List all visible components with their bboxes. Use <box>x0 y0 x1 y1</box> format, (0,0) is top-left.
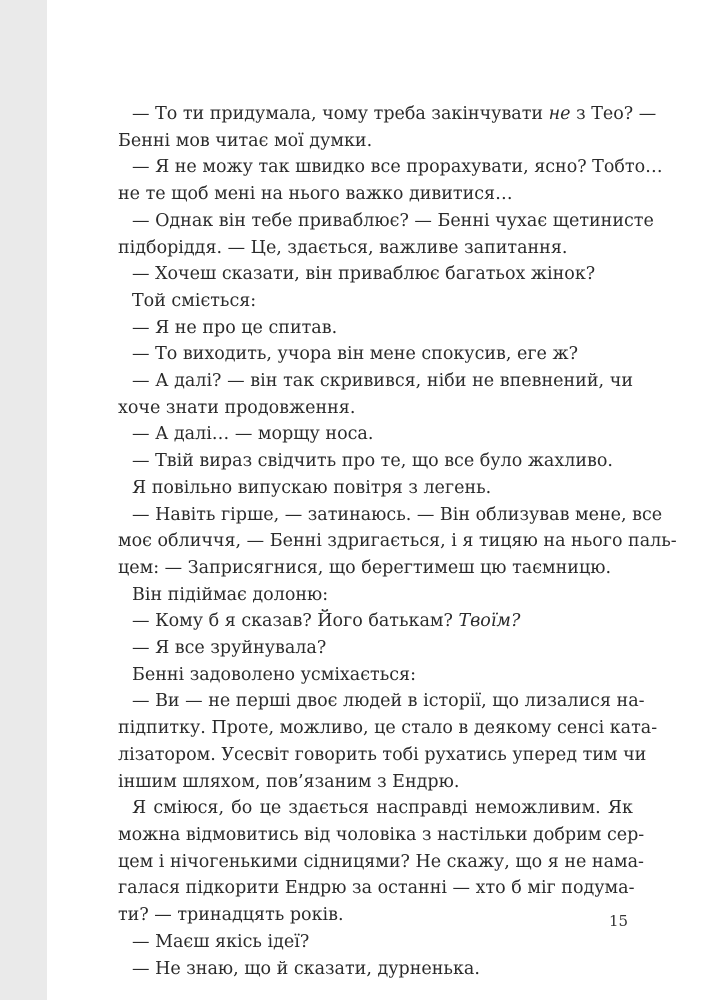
text-run: ти? — тринадцять років. <box>118 905 344 926</box>
text-line <box>118 849 644 876</box>
paragraph <box>118 154 663 207</box>
text-line <box>118 582 633 609</box>
text-run: підборіддя. — Це, здається, важливе запитання. <box>118 237 568 258</box>
text-run: — То виходить, учора він мене спокусив, еге ж? <box>132 344 578 365</box>
text-run: — Навіть гірше, — затинаюсь. — Він облизував мене, все <box>132 504 663 525</box>
text-line <box>118 368 633 395</box>
text-line <box>118 555 633 582</box>
italic-emphasis: Твоїм? <box>458 611 521 632</box>
text-run: — Я не можу так швидко все прорахувати, ясно? Тобто… <box>132 157 663 178</box>
paragraph <box>118 288 633 315</box>
text-line <box>118 822 645 849</box>
text-run: — Хочеш сказати, він приваблює багатьох жінок? <box>132 264 596 285</box>
text-line <box>118 421 633 448</box>
paragraph <box>118 421 633 448</box>
text-line <box>118 395 633 422</box>
text-run: Той сміється: <box>132 290 257 311</box>
paragraph <box>118 956 633 983</box>
paragraph <box>118 101 657 154</box>
paragraph <box>118 688 658 795</box>
text-run: — А далі… — морщу носа. <box>132 424 374 445</box>
paragraph <box>118 582 633 609</box>
paragraph <box>118 795 645 929</box>
text-line <box>118 635 633 662</box>
paragraph <box>118 662 633 689</box>
paragraph <box>118 502 677 582</box>
page-body-text <box>118 101 677 982</box>
text-run: Я повільно випускаю повітря з легень. <box>132 477 492 498</box>
text-run: — Маєш якісь ідеї? <box>132 931 310 952</box>
text-run: Бенні задоволено усміхається: <box>132 664 416 685</box>
text-line <box>118 608 633 635</box>
text-line <box>118 769 633 796</box>
paragraph <box>118 368 633 421</box>
text-run: цем і нічогенькими сідницями? Не скажу, що я не нама- <box>118 851 644 872</box>
text-run: галася підкорити Ендрю за останні — хто б міг подума- <box>118 878 635 899</box>
text-run: іншим шляхом, пов’язаним з Ендрю. <box>118 771 460 792</box>
text-run: — Однак він тебе приваблює? — Бенні чухає щетинисте <box>132 210 654 231</box>
paragraph <box>118 475 633 502</box>
text-run: Я сміюся, бо це здається насправді неможливим. Як <box>132 798 633 819</box>
text-run: Він підіймає долоню: <box>132 584 329 605</box>
text-run: — Ви — не перші двоє людей в історії, що лизалися на- <box>132 691 645 712</box>
text-line <box>118 742 647 769</box>
text-line <box>118 795 633 822</box>
text-line <box>118 208 654 235</box>
paragraph <box>118 448 633 475</box>
text-line <box>118 956 633 983</box>
text-run: хоче знати продовження. <box>118 397 356 418</box>
text-run: — Не знаю, що й сказати, дурненька. <box>132 958 480 979</box>
text-line <box>118 235 633 262</box>
text-run: цем: — Заприсягнися, що берегтимеш цю таємницю. <box>118 557 612 578</box>
text-line <box>118 154 663 181</box>
text-run: підпитку. Проте, можливо, це стало в деякому сенсі ката- <box>118 718 658 739</box>
text-run: з Тео? — <box>570 104 657 124</box>
paragraph <box>118 929 633 956</box>
text-line <box>118 902 633 929</box>
text-line <box>118 448 633 475</box>
book-page <box>47 0 728 1000</box>
text-line <box>118 875 633 902</box>
page-number: 15 <box>609 912 629 930</box>
paragraph <box>118 208 654 261</box>
text-line <box>118 261 633 288</box>
text-line <box>118 502 663 529</box>
paragraph <box>118 261 633 288</box>
text-line <box>118 128 633 155</box>
paragraph <box>118 608 633 635</box>
paragraph <box>118 635 633 662</box>
text-run: моє обличчя, — Бенні здригається, і я тицяю на нього паль- <box>118 531 677 552</box>
text-run: — То ти придумала, чому треба закінчувати <box>132 104 549 124</box>
text-line <box>118 528 677 555</box>
text-line <box>118 662 633 689</box>
text-run: — А далі? — він так скривився, ніби не впевнений, чи <box>132 371 633 392</box>
text-line <box>118 288 633 315</box>
text-run: — Я не про це спитав. <box>132 317 338 338</box>
paragraph <box>118 315 633 342</box>
text-run: не те щоб мені на нього важко дивитися… <box>118 184 513 205</box>
text-line <box>118 688 645 715</box>
text-run: — Твій вираз свідчить про те, що все було жахливо. <box>132 451 613 472</box>
text-run: можна відмовитись від чоловіка з настільки добрим сер- <box>118 824 645 845</box>
text-run: лізатором. Усесвіт говорить тобі рухатись уперед тим чи <box>118 744 647 765</box>
text-line <box>118 929 633 956</box>
text-line <box>118 341 633 368</box>
text-line <box>118 715 658 742</box>
italic-emphasis: не <box>548 104 571 124</box>
text-line <box>118 475 633 502</box>
text-run: — Я все зруйнувала? <box>132 638 327 659</box>
text-run: Бенні мов читає мої думки. <box>118 130 373 151</box>
text-run: — Кому б я сказав? Його батькам? <box>132 611 459 632</box>
text-line <box>118 101 657 128</box>
text-line <box>118 181 633 208</box>
text-line <box>118 315 633 342</box>
paragraph <box>118 341 633 368</box>
